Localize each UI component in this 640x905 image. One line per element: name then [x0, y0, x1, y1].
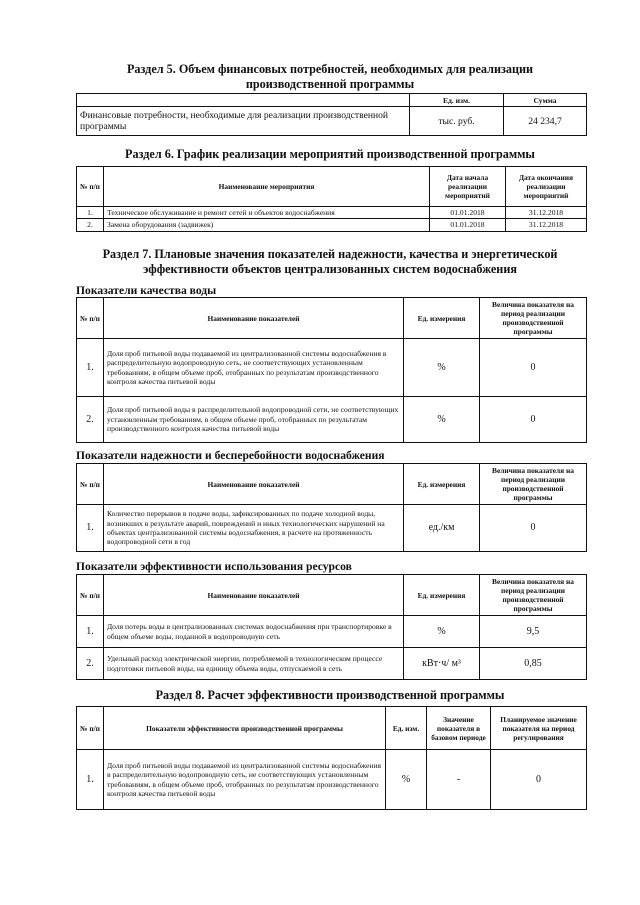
quality-row2-value: 0 — [480, 397, 587, 443]
efficiency-subtitle: Показатели эффективности использования ресурсов — [76, 560, 352, 573]
efficiency-row1-unit: % — [404, 616, 480, 648]
quality-row2-unit: % — [404, 397, 480, 443]
s5-header-blank — [77, 94, 410, 107]
efficiency-row1-value: 9,5 — [480, 616, 587, 648]
section-7-title-line1: Раздел 7. Плановые значения показателей надежности, качества и энергетической — [102, 247, 558, 261]
table-row — [77, 616, 587, 648]
efficiency-row1-name: Доля потерь воды в централизованных системах водоснабжения при транспортировке в общем объеме воды, поданной в водопроводную сеть — [104, 616, 404, 648]
reliability-header-name: Наименование показателей — [104, 464, 404, 505]
efficiency-header-value: Величина показателя на период реализации производственной программы — [480, 575, 587, 616]
efficiency-table — [76, 574, 586, 680]
table-row — [77, 648, 587, 680]
s8-row1-num: 1. — [77, 750, 104, 810]
quality-row1-unit: % — [404, 339, 480, 397]
efficiency-header-num: № п/п — [77, 575, 104, 616]
efficiency-header-name: Наименование показателей — [104, 575, 404, 616]
reliability-row1-unit: ед./км — [404, 505, 480, 552]
s6-header-name: Наименование мероприятия — [104, 167, 430, 207]
efficiency-row2-unit: кВт·ч/ м³ — [404, 648, 480, 680]
s6-row2-end: 31.12.2018 — [506, 219, 587, 231]
quality-header-num: № п/п — [77, 298, 104, 339]
section-5-title-line1: Раздел 5. Объем финансовых потребностей, необходимых для реализации — [126, 62, 534, 76]
s6-row1-num: 1. — [77, 207, 104, 219]
table-row — [77, 397, 587, 443]
quality-header-unit: Ед. измерения — [404, 298, 480, 339]
section-6-title: Раздел 6. График реализации мероприятий производственной программы — [125, 147, 535, 161]
table-row — [77, 207, 587, 219]
section-5-title-line2: производственной программы — [245, 77, 415, 91]
table-row — [77, 339, 587, 397]
section-8-table — [76, 706, 586, 810]
table-row — [77, 219, 587, 231]
s6-row1-start: 01.01.2018 — [430, 207, 506, 219]
s8-row1-name: Доля проб питьевой воды подаваемой из централизованной системы водоснабжения в распределительную водопроводную сеть, не соответствующих установленным требованиям, в общем объеме проб, отобранных по результатам производственного контроля качества питьевой воды — [104, 750, 386, 810]
quality-row2-num: 2. — [77, 397, 104, 443]
quality-row1-name: Доля проб питьевой воды подаваемой из централизованной системы водоснабжения в распределительную водопроводную сеть, не соответствующих установленным требованиям, в общем объеме проб, отобранных по результатам производственного контроля качества питьевой воды — [104, 339, 404, 397]
section-5-title — [70, 62, 590, 92]
s8-header-num: № п/п — [77, 707, 104, 750]
s8-row1-base: - — [427, 750, 491, 810]
s8-header-unit: Ед. изм. — [386, 707, 427, 750]
s5-row-sum: 24 234,7 — [504, 107, 587, 136]
efficiency-row2-name: Удельный расход электрической энергии, потребляемой в технологическом процессе подготовки питьевой воды, на единицу объема воды, отпускаемой в сеть — [104, 648, 404, 680]
table-row — [77, 750, 587, 810]
reliability-header-unit: Ед. измерения — [404, 464, 480, 505]
s8-row1-plan: 0 — [491, 750, 587, 810]
s6-row2-num: 2. — [77, 219, 104, 231]
reliability-header-num: № п/п — [77, 464, 104, 505]
efficiency-header-unit: Ед. измерения — [404, 575, 480, 616]
s6-header-start: Дата начала реализации мероприятий — [430, 167, 506, 207]
section-7-title-line2: эффективности объектов централизованных систем водоснабжения — [143, 262, 517, 276]
section-7-title — [70, 247, 590, 277]
s8-header-base: Значение показателя в базовом периоде — [427, 707, 491, 750]
s5-row-name: Финансовые потребности, необходимые для реализации производственной программы — [77, 107, 410, 136]
efficiency-row1-num: 1. — [77, 616, 104, 648]
section-5-table — [76, 93, 586, 136]
reliability-row1-name: Количество перерывов в подаче воды, зафиксированных по подаче холодной воды, возникших в результате аварий, повреждений и иных технологических нарушений на объектах централизованной системы водоснабжения, в расчете на протяженность водопроводной сети в год — [104, 505, 404, 552]
quality-table — [76, 297, 586, 443]
quality-row2-name: Доля проб питьевой воды в распределительной водопроводной сети, не соответствующих установленным требованиям, в общем объеме проб, отобранных по результатам производственного контроля качества питьевой воды — [104, 397, 404, 443]
reliability-header-value: Величина показателя на период реализации производственной программы — [480, 464, 587, 505]
s6-header-end: Дата окончания реализации мероприятий — [506, 167, 587, 207]
s8-header-plan: Планируемое значение показателя на период регулирования — [491, 707, 587, 750]
quality-row1-value: 0 — [480, 339, 587, 397]
section-8-title: Раздел 8. Расчет эффективности производственной программы — [155, 688, 505, 702]
s5-header-unit: Ед. изм. — [410, 94, 504, 107]
s6-row2-start: 01.01.2018 — [430, 219, 506, 231]
s8-row1-unit: % — [386, 750, 427, 810]
reliability-subtitle: Показатели надежности и бесперебойности водоснабжения — [76, 449, 385, 462]
quality-row1-num: 1. — [77, 339, 104, 397]
efficiency-row2-num: 2. — [77, 648, 104, 680]
s6-row1-name: Техническое обслуживание и ремонт сетей и объектов водоснабжения — [104, 207, 430, 219]
quality-subtitle: Показатели качества воды — [76, 284, 217, 297]
table-row — [77, 505, 587, 552]
efficiency-row2-value: 0,85 — [480, 648, 587, 680]
reliability-row1-value: 0 — [480, 505, 587, 552]
s6-row2-name: Замена оборудования (задвижек) — [104, 219, 430, 231]
reliability-row1-num: 1. — [77, 505, 104, 552]
s5-row-unit: тыс. руб. — [410, 107, 504, 136]
quality-header-value: Величина показателя на период реализации производственной программы — [480, 298, 587, 339]
reliability-table — [76, 463, 586, 552]
s8-header-name: Показатели эффективности производственной программы — [104, 707, 386, 750]
section-6-table — [76, 166, 586, 232]
s6-header-num: № п/п — [77, 167, 104, 207]
s6-row1-end: 31.12.2018 — [506, 207, 587, 219]
quality-header-name: Наименование показателей — [104, 298, 404, 339]
s5-header-sum: Сумма — [504, 94, 587, 107]
